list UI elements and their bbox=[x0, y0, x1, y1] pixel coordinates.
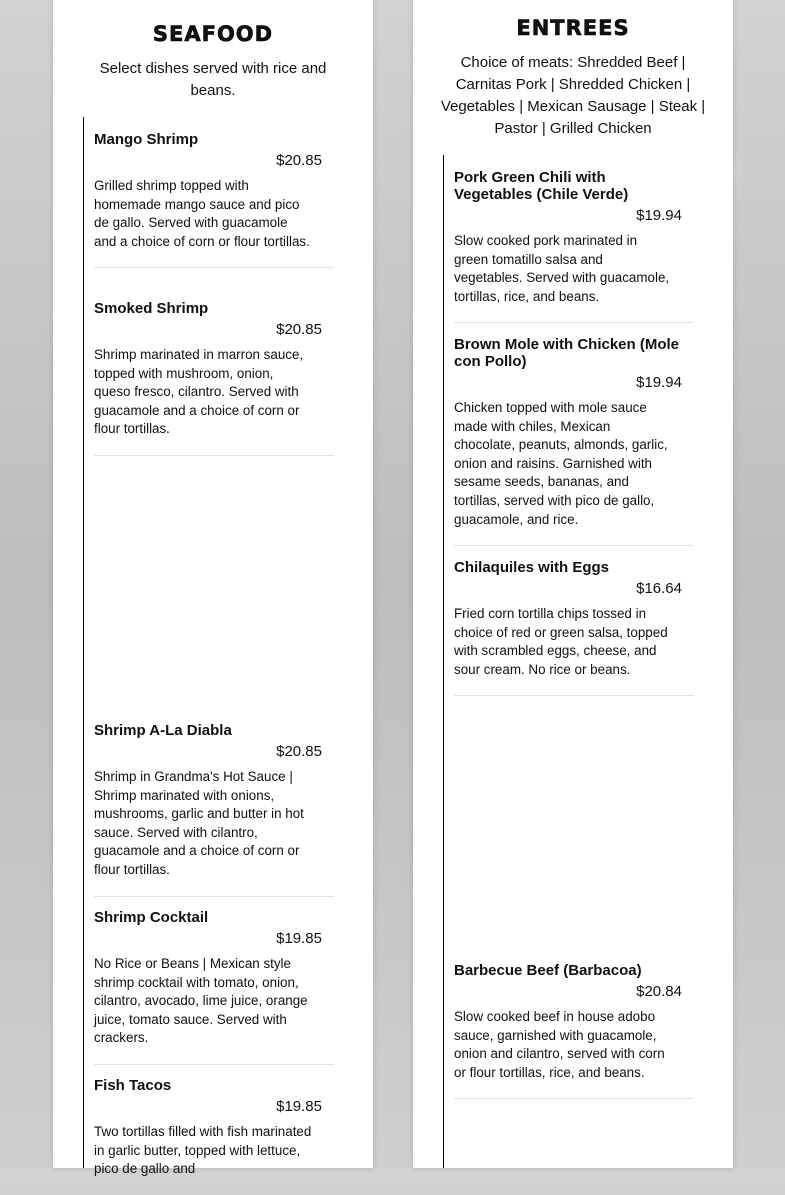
item-price: $19.85 bbox=[276, 930, 322, 947]
item-price: $20.85 bbox=[276, 743, 322, 760]
item-price: $20.85 bbox=[276, 152, 322, 169]
item-description: Grilled shrimp topped with homemade mango sauce and pico de gallo. Served with guacamole and a choice of corn or flour tortillas. bbox=[94, 178, 310, 249]
item-name: Chilaquiles with Eggs bbox=[454, 559, 610, 576]
item-name: Shrimp A-La Diabla bbox=[94, 722, 232, 739]
menu-item-chile-verde[interactable] bbox=[454, 169, 694, 323]
seafood-description: Select dishes served with rice and beans. bbox=[99, 60, 327, 99]
menu-item-mango-shrimp[interactable] bbox=[94, 131, 334, 268]
item-description: Slow cooked beef in house adobo sauce, garnished with guacamole, onion and cilantro, served with corn or flour tortillas, rice, and beans. bbox=[454, 1009, 665, 1080]
item-name: Pork Green Chili with Vegetables (Chile Verde) bbox=[454, 169, 629, 203]
entrees-item-list bbox=[443, 155, 694, 1168]
item-name: Shrimp Cocktail bbox=[94, 909, 209, 926]
item-price: $19.94 bbox=[636, 374, 682, 391]
item-name: Brown Mole with Chicken (Mole con Pollo) bbox=[454, 336, 680, 370]
menu-item-chilaquiles[interactable] bbox=[454, 559, 694, 696]
item-description: Shrimp in Grandma's Hot Sauce | Shrimp marinated with onions, mushrooms, garlic and butter in hot sauce. Served with cilantro, guacamole and a choice of corn or flour tortillas. bbox=[94, 769, 304, 877]
menu-item-barbacoa[interactable] bbox=[454, 962, 694, 1099]
item-name: Barbecue Beef (Barbacoa) bbox=[454, 962, 642, 979]
seafood-menu-column bbox=[53, 0, 373, 1177]
seafood-item-list bbox=[83, 117, 334, 1177]
item-description: Shrimp marinated in marron sauce, topped with mushroom, onion, queso fresco, cilantro. Served with guacamole and a choice of corn or flour tortillas. bbox=[94, 347, 304, 437]
entrees-description: Choice of meats: Shredded Beef | Carnitas Pork | Shredded Chicken | Vegetables | Mexican Sausage | Steak | Pastor | Grilled Chicken bbox=[440, 54, 706, 137]
item-name: Mango Shrimp bbox=[94, 131, 199, 148]
item-description: Two tortillas filled with fish marinated in garlic butter, topped with lettuce, pico de gallo and bbox=[94, 1124, 312, 1177]
item-price: $16.64 bbox=[636, 580, 682, 597]
item-price: $19.94 bbox=[636, 207, 682, 224]
menu-item-mole-con-pollo[interactable] bbox=[454, 336, 694, 546]
seafood-title: SEAFOOD bbox=[152, 22, 274, 46]
menu-item-shrimp-cocktail[interactable] bbox=[94, 909, 334, 1065]
item-name: Fish Tacos bbox=[94, 1077, 172, 1094]
item-price: $19.85 bbox=[276, 1098, 322, 1115]
menu-item-smoked-shrimp[interactable] bbox=[94, 300, 334, 456]
item-description: Chicken topped with mole sauce made with chiles, Mexican chocolate, peanuts, almonds, garlic, onion and raisins. Garnished with sesame seeds, bananas, and tortillas, served with pico de gallo, guacamole, and rice. bbox=[454, 400, 668, 527]
item-description: No Rice or Beans | Mexican style shrimp cocktail with tomato, onion, cilantro, avocado, lime juice, orange juice, tomato sauce. Served with crackers. bbox=[94, 956, 308, 1046]
menu-item-shrimp-a-la-diabla[interactable] bbox=[94, 722, 334, 897]
item-price: $20.85 bbox=[276, 321, 322, 338]
item-description: Slow cooked pork marinated in green tomatillo salsa and vegetables. Served with guacamole, tortillas, rice, and beans. bbox=[454, 233, 670, 304]
menu-item-fish-tacos[interactable] bbox=[94, 1077, 334, 1195]
item-name: Smoked Shrimp bbox=[94, 300, 209, 317]
item-price: $20.84 bbox=[636, 983, 682, 1000]
item-description: Fried corn tortilla chips tossed in choice of red or green salsa, topped with scrambled eggs, cheese, and sour cream. No rice or beans. bbox=[454, 606, 668, 677]
entrees-menu-column bbox=[413, 0, 733, 1168]
entrees-title: ENTREES bbox=[516, 16, 630, 40]
